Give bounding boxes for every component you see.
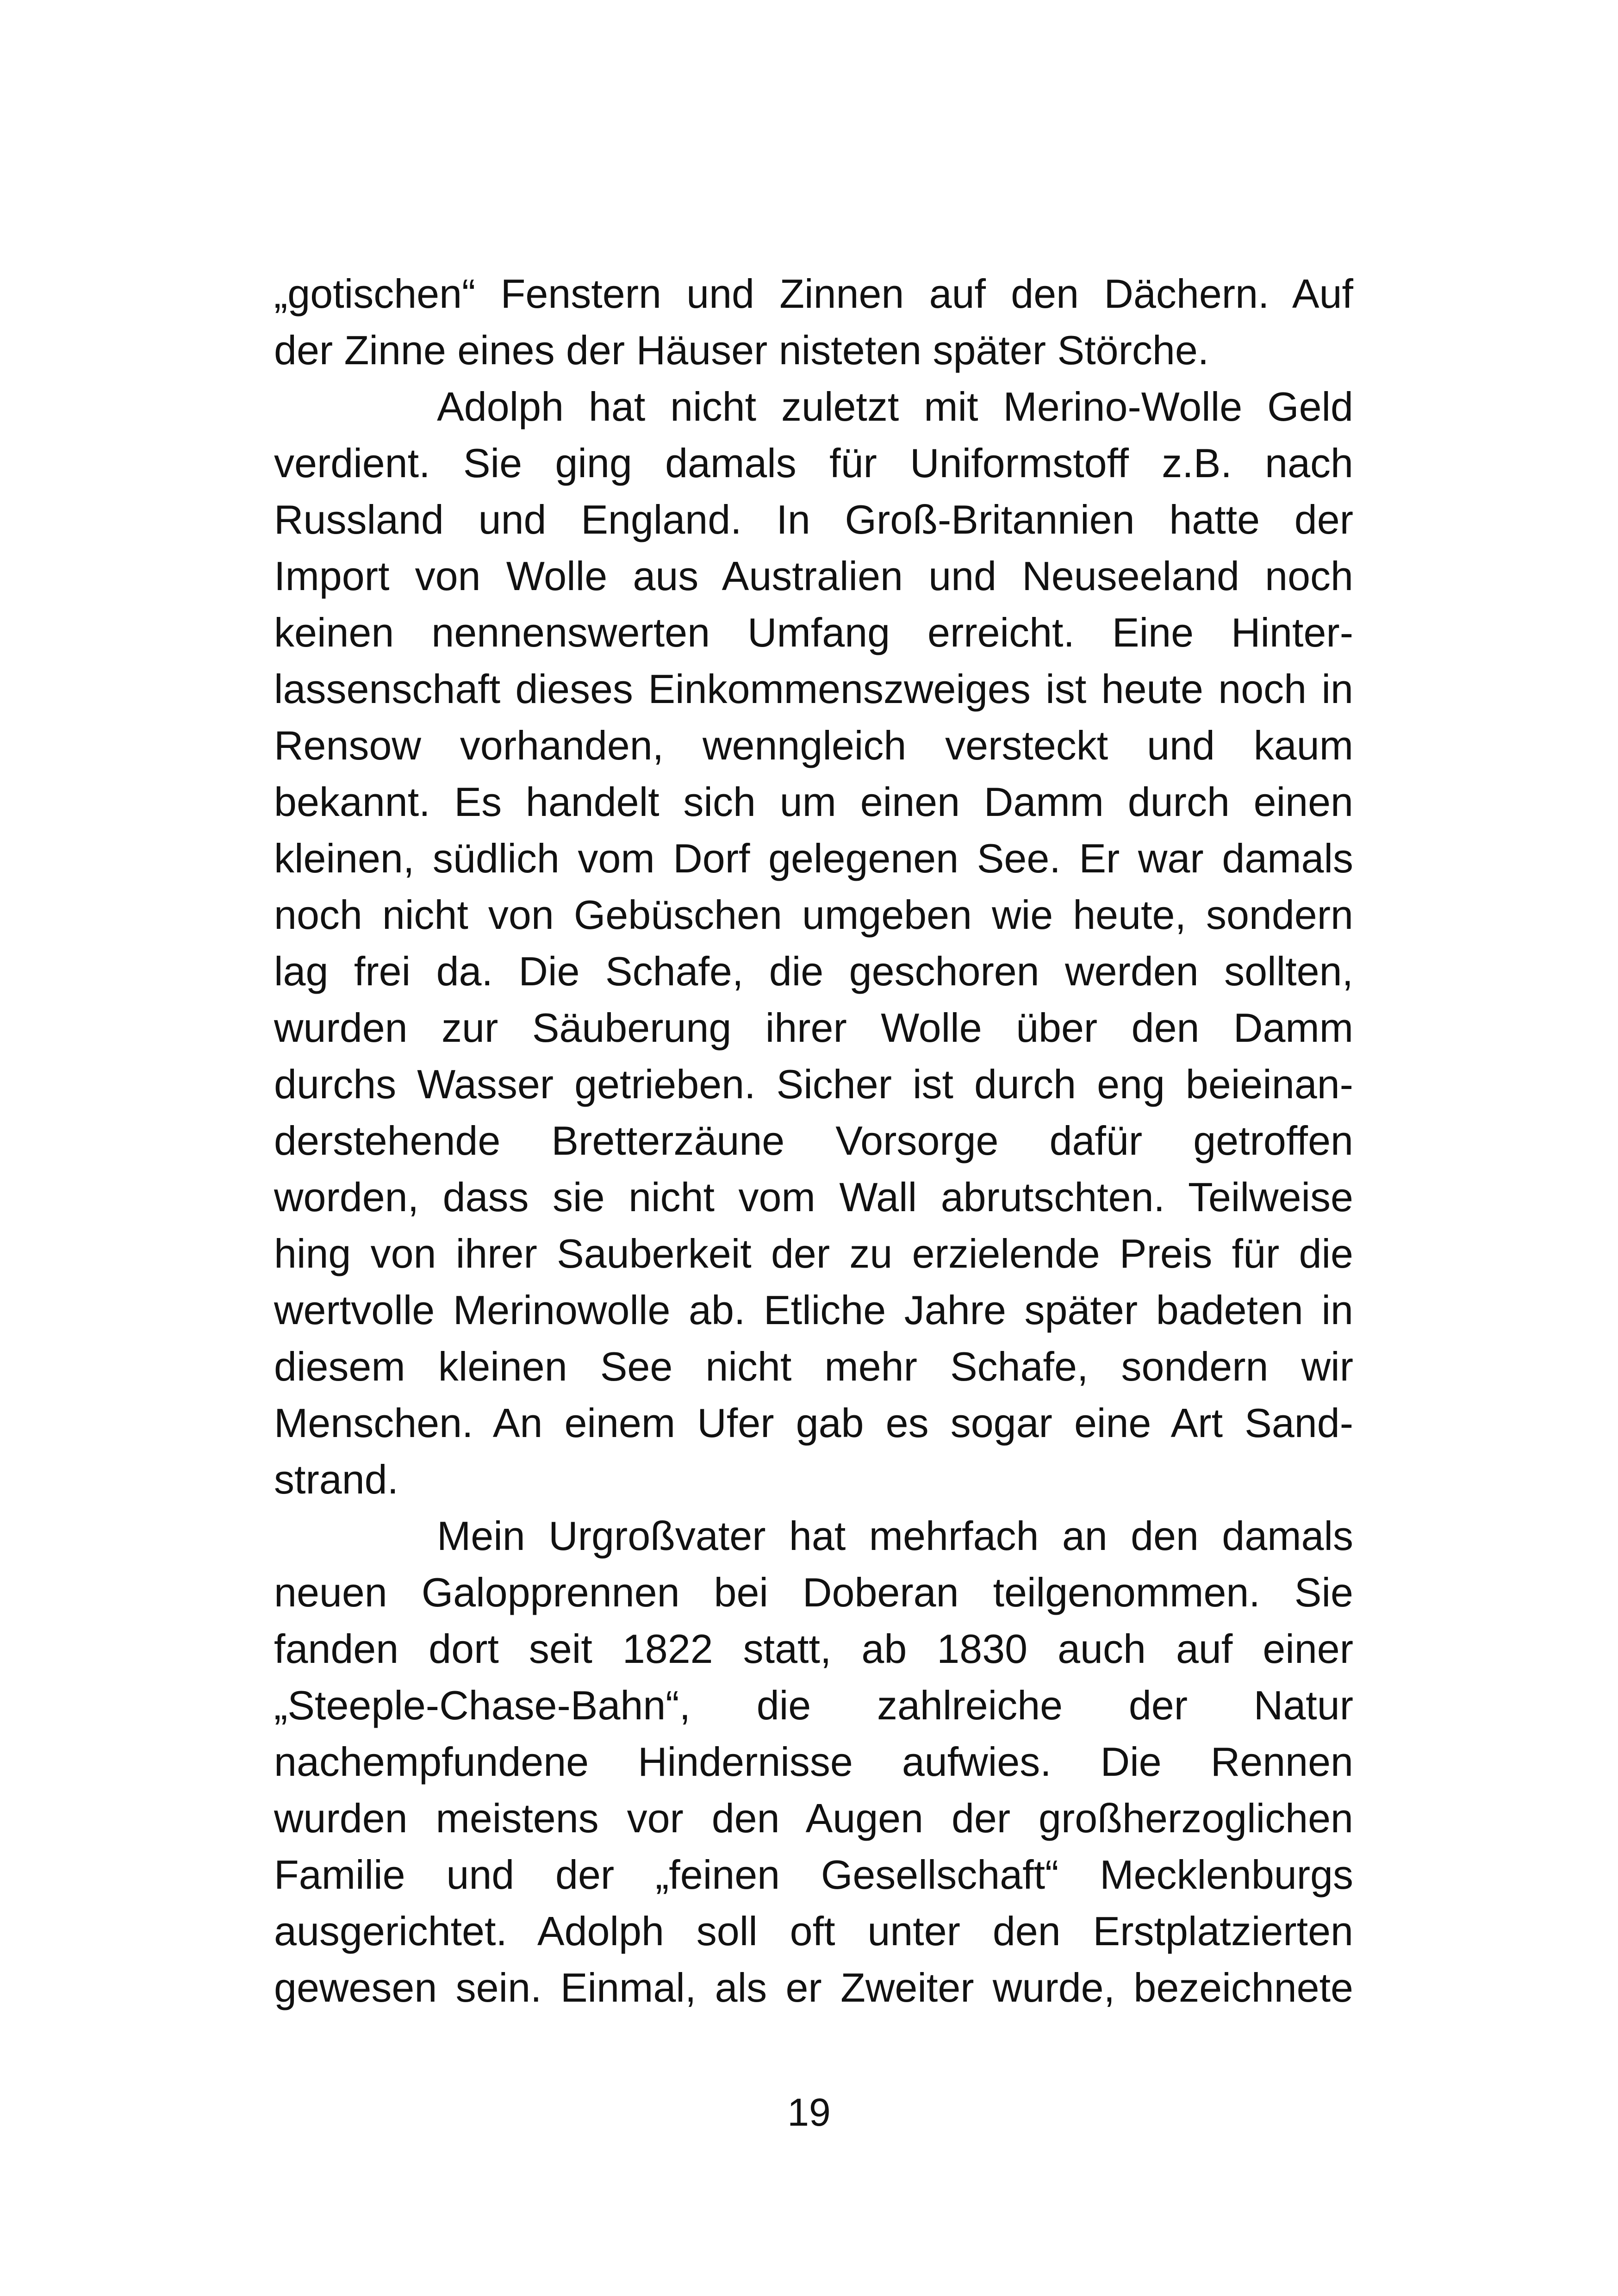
text-line: Russland und England. In Groß-Britannien hatte der — [274, 497, 1353, 542]
text-line: hing von ihrer Sauberkeit der zu erzielende Preis für die — [274, 1231, 1353, 1276]
text-line: derstehende Bretterzäune Vorsorge dafür getroffen — [274, 1118, 1353, 1164]
text-line: lassenschaft dieses Einkommenszweiges ist heute noch in — [274, 666, 1353, 712]
text-line: Import von Wolle aus Australien und Neuseeland noch — [274, 553, 1353, 599]
text-line: nachempfundene Hindernisse aufwies. Die Rennen — [274, 1739, 1353, 1785]
text-line: worden, dass sie nicht vom Wall abrutschten. Teilweise — [274, 1174, 1353, 1220]
text-line: wurden meistens vor den Augen der großherzoglichen — [274, 1795, 1353, 1841]
text-line: strand. — [274, 1456, 399, 1502]
text-line: Mein Urgroßvater hat mehrfach an den damals — [437, 1513, 1353, 1559]
text-line: ausgerichtet. Adolph soll oft unter den Erstplatzierten — [274, 1908, 1353, 1954]
text-line: wurden zur Säuberung ihrer Wolle über den Damm — [274, 1005, 1353, 1051]
text-line: gewesen sein. Einmal, als er Zweiter wurde, bezeichnete — [274, 1965, 1353, 2010]
text-line: durchs Wasser getrieben. Sicher ist durch eng beieinan- — [274, 1061, 1353, 1107]
text-line: fanden dort seit 1822 statt, ab 1830 auch auf einer — [274, 1626, 1353, 1672]
text-line: kleinen, südlich vom Dorf gelegenen See. Er war damals — [274, 835, 1353, 881]
text-line: „Steeple-Chase-Bahn“, die zahlreiche der Natur — [274, 1682, 1353, 1728]
text-line: verdient. Sie ging damals für Uniformstoff z.B. nach — [274, 440, 1353, 486]
text-line: „gotischen“ Fenstern und Zinnen auf den Dächern. Auf — [274, 271, 1353, 317]
text-line: diesem kleinen See nicht mehr Schafe, sondern wir — [274, 1344, 1353, 1389]
text-line: Rensow vorhanden, wenngleich versteckt und kaum — [274, 722, 1353, 768]
text-line: noch nicht von Gebüschen umgeben wie heute, sondern — [274, 892, 1353, 938]
text-line: wertvolle Merinowolle ab. Etliche Jahre später badeten in — [274, 1287, 1353, 1333]
text-line: der Zinne eines der Häuser nisteten später Störche. — [274, 327, 1209, 373]
page-number: 19 — [787, 2091, 831, 2134]
body-text — [274, 266, 1353, 2016]
text-line: lag frei da. Die Schafe, die geschoren werden sollten, — [274, 948, 1353, 994]
text-line: Familie und der „feinen Gesellschaft“ Mecklenburgs — [274, 1852, 1353, 1898]
text-line: Menschen. An einem Ufer gab es sogar eine Art Sand- — [274, 1400, 1353, 1446]
text-line: bekannt. Es handelt sich um einen Damm durch einen — [274, 779, 1353, 825]
text-line: neuen Galopprennen bei Doberan teilgenommen. Sie — [274, 1569, 1353, 1615]
text-line: keinen nennenswerten Umfang erreicht. Eine Hinter- — [274, 610, 1353, 655]
text-line: Adolph hat nicht zuletzt mit Merino-Wolle Geld — [437, 384, 1353, 429]
